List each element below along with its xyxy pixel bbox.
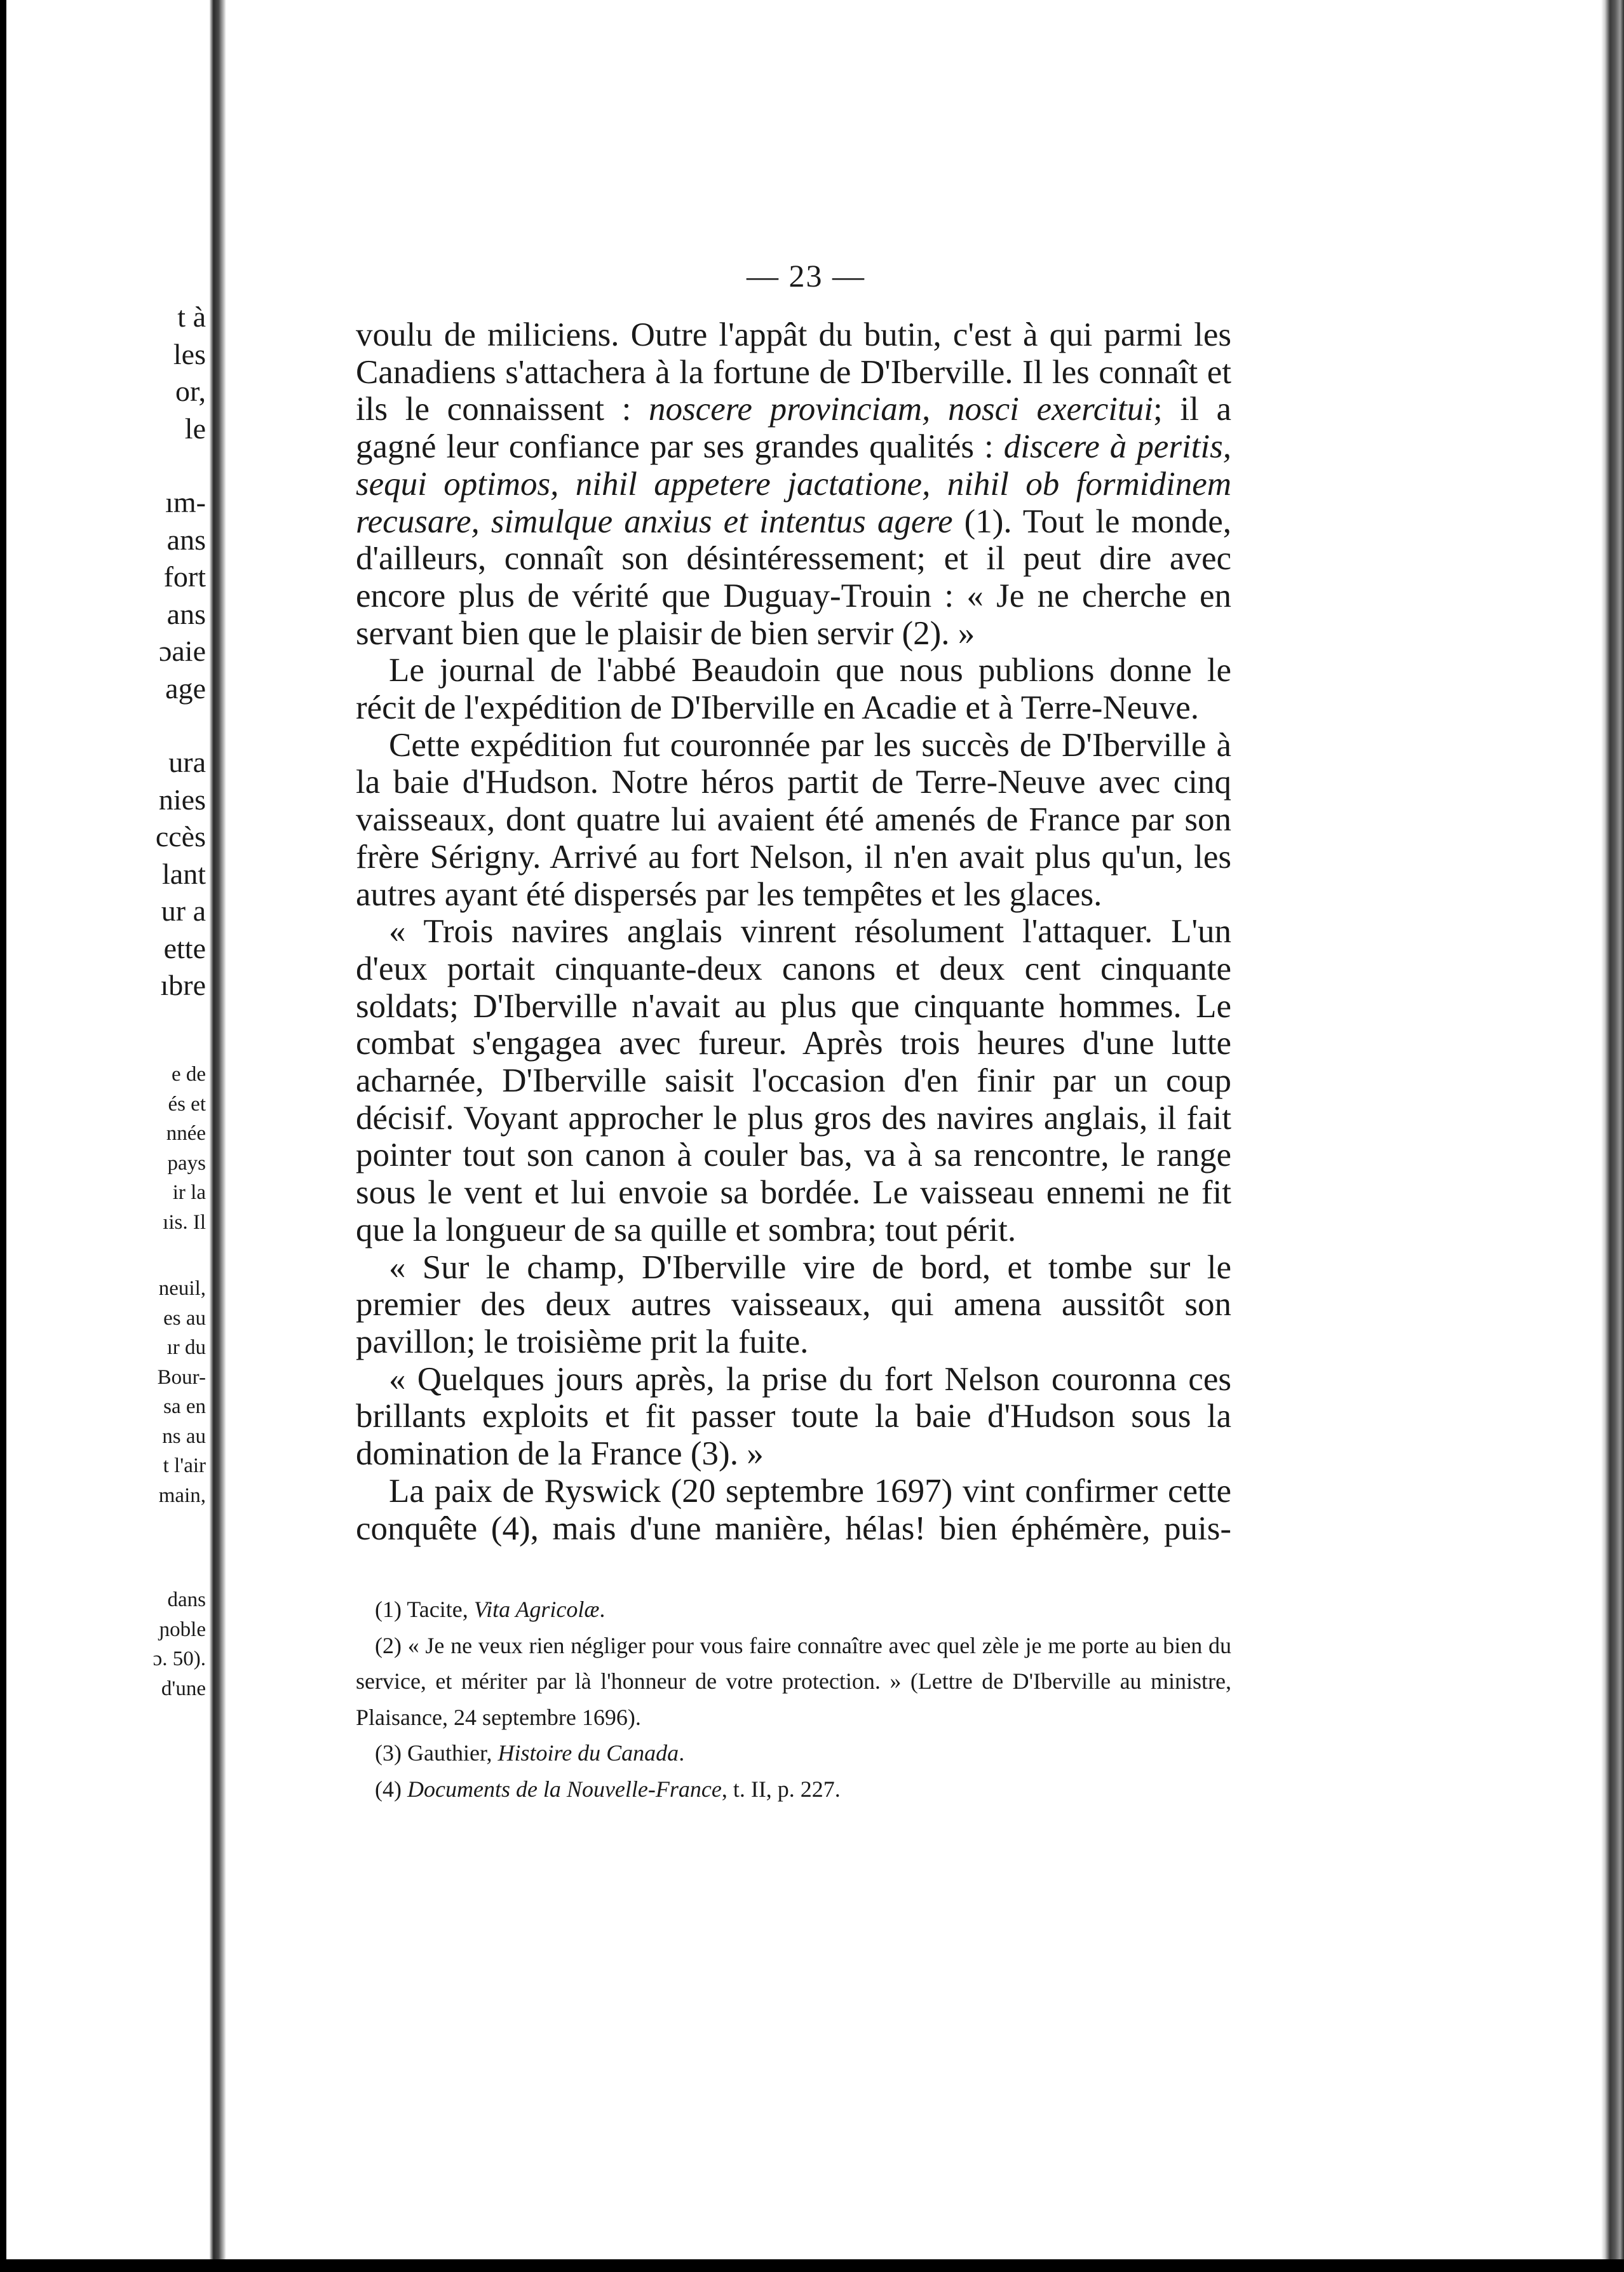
previous-page-line: nies — [158, 783, 206, 816]
p1-text-b: ; il a gagné leur confiance par ses grandes qualités : — [356, 391, 1231, 466]
fn3-author: Gauthier, — [407, 1740, 498, 1766]
previous-page-body-lines — [6, 299, 206, 1004]
previous-page-line: ur a — [161, 895, 206, 927]
previous-page-line: main, — [158, 1484, 206, 1507]
scan-border-bottom — [0, 2259, 1624, 2272]
previous-page-line — [6, 447, 206, 484]
previous-page-line: ım- — [165, 486, 206, 518]
footnote-4 — [356, 1771, 1231, 1808]
previous-page-line: ıis. Il — [163, 1210, 206, 1234]
previous-page-line: ɔaie — [158, 635, 206, 667]
previous-page-line: t à — [177, 301, 206, 333]
previous-page-note-lines — [6, 1060, 206, 1510]
previous-page-line: le — [184, 412, 206, 445]
previous-page-note-lines-2 — [6, 1585, 206, 1703]
paragraph-4: « Trois navires anglais vinrent résolument l'attaquer. L'un d'eux portait cinquante-deux canons et deux cent cinquante soldats; D'Iberville n'avait au plus que cinquante hommes. Le combat s'engagea avec fureur. Après trois heures d'une lutte acharnée, D'Iberville saisit l'occasion d'en finir par un coup décisif. Voyant approcher le plus gros des navires anglais, il fait pointer tout son canon à couler bas, va à sa rencontre, le range sous le vent et lui envoie sa bordée. Le vaisseau ennemi ne fit que la longueur de sa quille et sombra; tout périt. — [356, 913, 1231, 1248]
previous-page-line: ɔ. 50). — [152, 1647, 206, 1670]
p1-text-c: (1). Tout le monde, d'ailleurs, connaît son désintéressement; et il peut dire avec encore plus de vérité que Duguay-Trouin : « Je ne cherche en servant bien que le plaisir de bien servir (2). » — [356, 503, 1231, 652]
footnote-3 — [356, 1735, 1231, 1771]
previous-page-line: age — [165, 672, 206, 705]
previous-page-fragment — [0, 0, 210, 2272]
footnote-1 — [356, 1592, 1231, 1628]
p1-latin-1: noscere provinciam, nosci exercitui — [649, 391, 1153, 428]
previous-page-line: ette — [163, 931, 206, 964]
previous-page-line: sa en — [163, 1395, 206, 1418]
paragraph-5: « Sur le champ, D'Iberville vire de bord, et tombe sur le premier des deux autres vaisseaux, qui amena aussitôt son pavillon; le troisième prit la fuite. — [356, 1248, 1231, 1360]
previous-page-line: dans — [167, 1588, 206, 1611]
fn3-title: Histoire du Canada — [497, 1740, 679, 1766]
previous-page-line: ns au — [162, 1424, 206, 1448]
previous-page-line: es au — [163, 1306, 206, 1330]
fn1-title: Vita Agricolæ — [473, 1597, 600, 1622]
previous-page-line: ıbre — [160, 969, 206, 1001]
fn1-rest: . — [599, 1597, 606, 1622]
previous-page-line: t l'air — [163, 1454, 206, 1477]
fn1-author: Tacite, — [407, 1597, 474, 1622]
previous-page-line: lant — [162, 857, 206, 890]
paragraph-6: « Quelques jours après, la prise du fort Nelson couronna ces brillants exploits et fit passer toute la baie d'Hudson sous la domination de la France (3). » — [356, 1360, 1231, 1473]
main-text — [356, 316, 1231, 1547]
paragraph-7: La paix de Ryswick (20 septembre 1697) vint confirmer cette conquête (4), mais d'une manière, hélas! bien éphémère, puis- — [356, 1472, 1231, 1547]
previous-page-line: fort — [163, 560, 206, 593]
previous-page-line: ɲoble — [159, 1618, 206, 1641]
footnotes — [356, 1592, 1231, 1807]
p1-text-a: voulu de miliciens. Outre l'appât du butin, c'est à qui parmi les Canadiens s'attachera à la fortune de D'Iberville. Il les connaît et ils le connaissent : — [356, 316, 1231, 428]
previous-page-line: d'une — [161, 1677, 206, 1700]
footnote-2: (2) « Je ne veux rien négliger pour vous faire connaître avec quel zèle je me porte au bien du service, et mériter par là l'honneur de votre protection. » (Lettre de D'Iberville au ministre, Plaisance, 24 septembre 1696). — [356, 1632, 1231, 1730]
fn3-num: (3) — [375, 1740, 407, 1766]
previous-page-line: ccès — [155, 820, 206, 853]
previous-page-line: or, — [175, 375, 206, 407]
paragraph-1 — [356, 316, 1231, 652]
fn4-rest: , t. II, p. 227. — [721, 1776, 841, 1802]
previous-page-line: nnée — [166, 1122, 206, 1145]
paragraph-3: Cette expédition fut couronnée par les succès de D'Iberville à la baie d'Hudson. Notre héros partit de Terre-Neuve avec cinq vaisseaux, dont quatre lui avaient été amenés de France par son frère Sérigny. Arrivé au fort Nelson, il n'en avait plus qu'un, les autres ayant été dispersés par les tempêtes et les glaces. — [356, 726, 1231, 913]
previous-page-line: e de — [171, 1063, 206, 1086]
paragraph-2: Le journal de l'abbé Beaudoin que nous publions donne le récit de l'expédition de D'Iberville en Acadie et à Terre-Neuve. — [356, 652, 1231, 727]
scan-border-right — [1601, 0, 1624, 2272]
previous-page-line: ir la — [172, 1181, 206, 1204]
previous-page-line: pays — [167, 1151, 206, 1175]
page-number: — 23 — — [747, 258, 865, 294]
fn4-title: Documents de la Nouvelle-France — [407, 1776, 722, 1802]
previous-page-line: ans — [166, 523, 206, 556]
previous-page-line — [6, 707, 206, 744]
previous-page-line: ır du — [166, 1336, 206, 1359]
previous-page-line: Bour- — [157, 1365, 206, 1389]
fn1-num: (1) — [375, 1597, 407, 1622]
book-gutter — [210, 0, 226, 2272]
previous-page-line: ura — [168, 746, 206, 778]
previous-page-line: ans — [166, 597, 206, 630]
previous-page-line — [6, 1237, 206, 1274]
fn3-rest: . — [679, 1740, 685, 1766]
previous-page-line: neuil, — [158, 1277, 206, 1300]
previous-page-line: és et — [168, 1092, 206, 1116]
p1-latin-2: discere à peritis, sequi optimos, nihil appetere jactatione, nihil ob formidinem recusare, simulque anxius et intentus agere — [356, 428, 1232, 540]
previous-page-line: les — [173, 337, 206, 370]
fn4-num: (4) — [375, 1776, 407, 1802]
